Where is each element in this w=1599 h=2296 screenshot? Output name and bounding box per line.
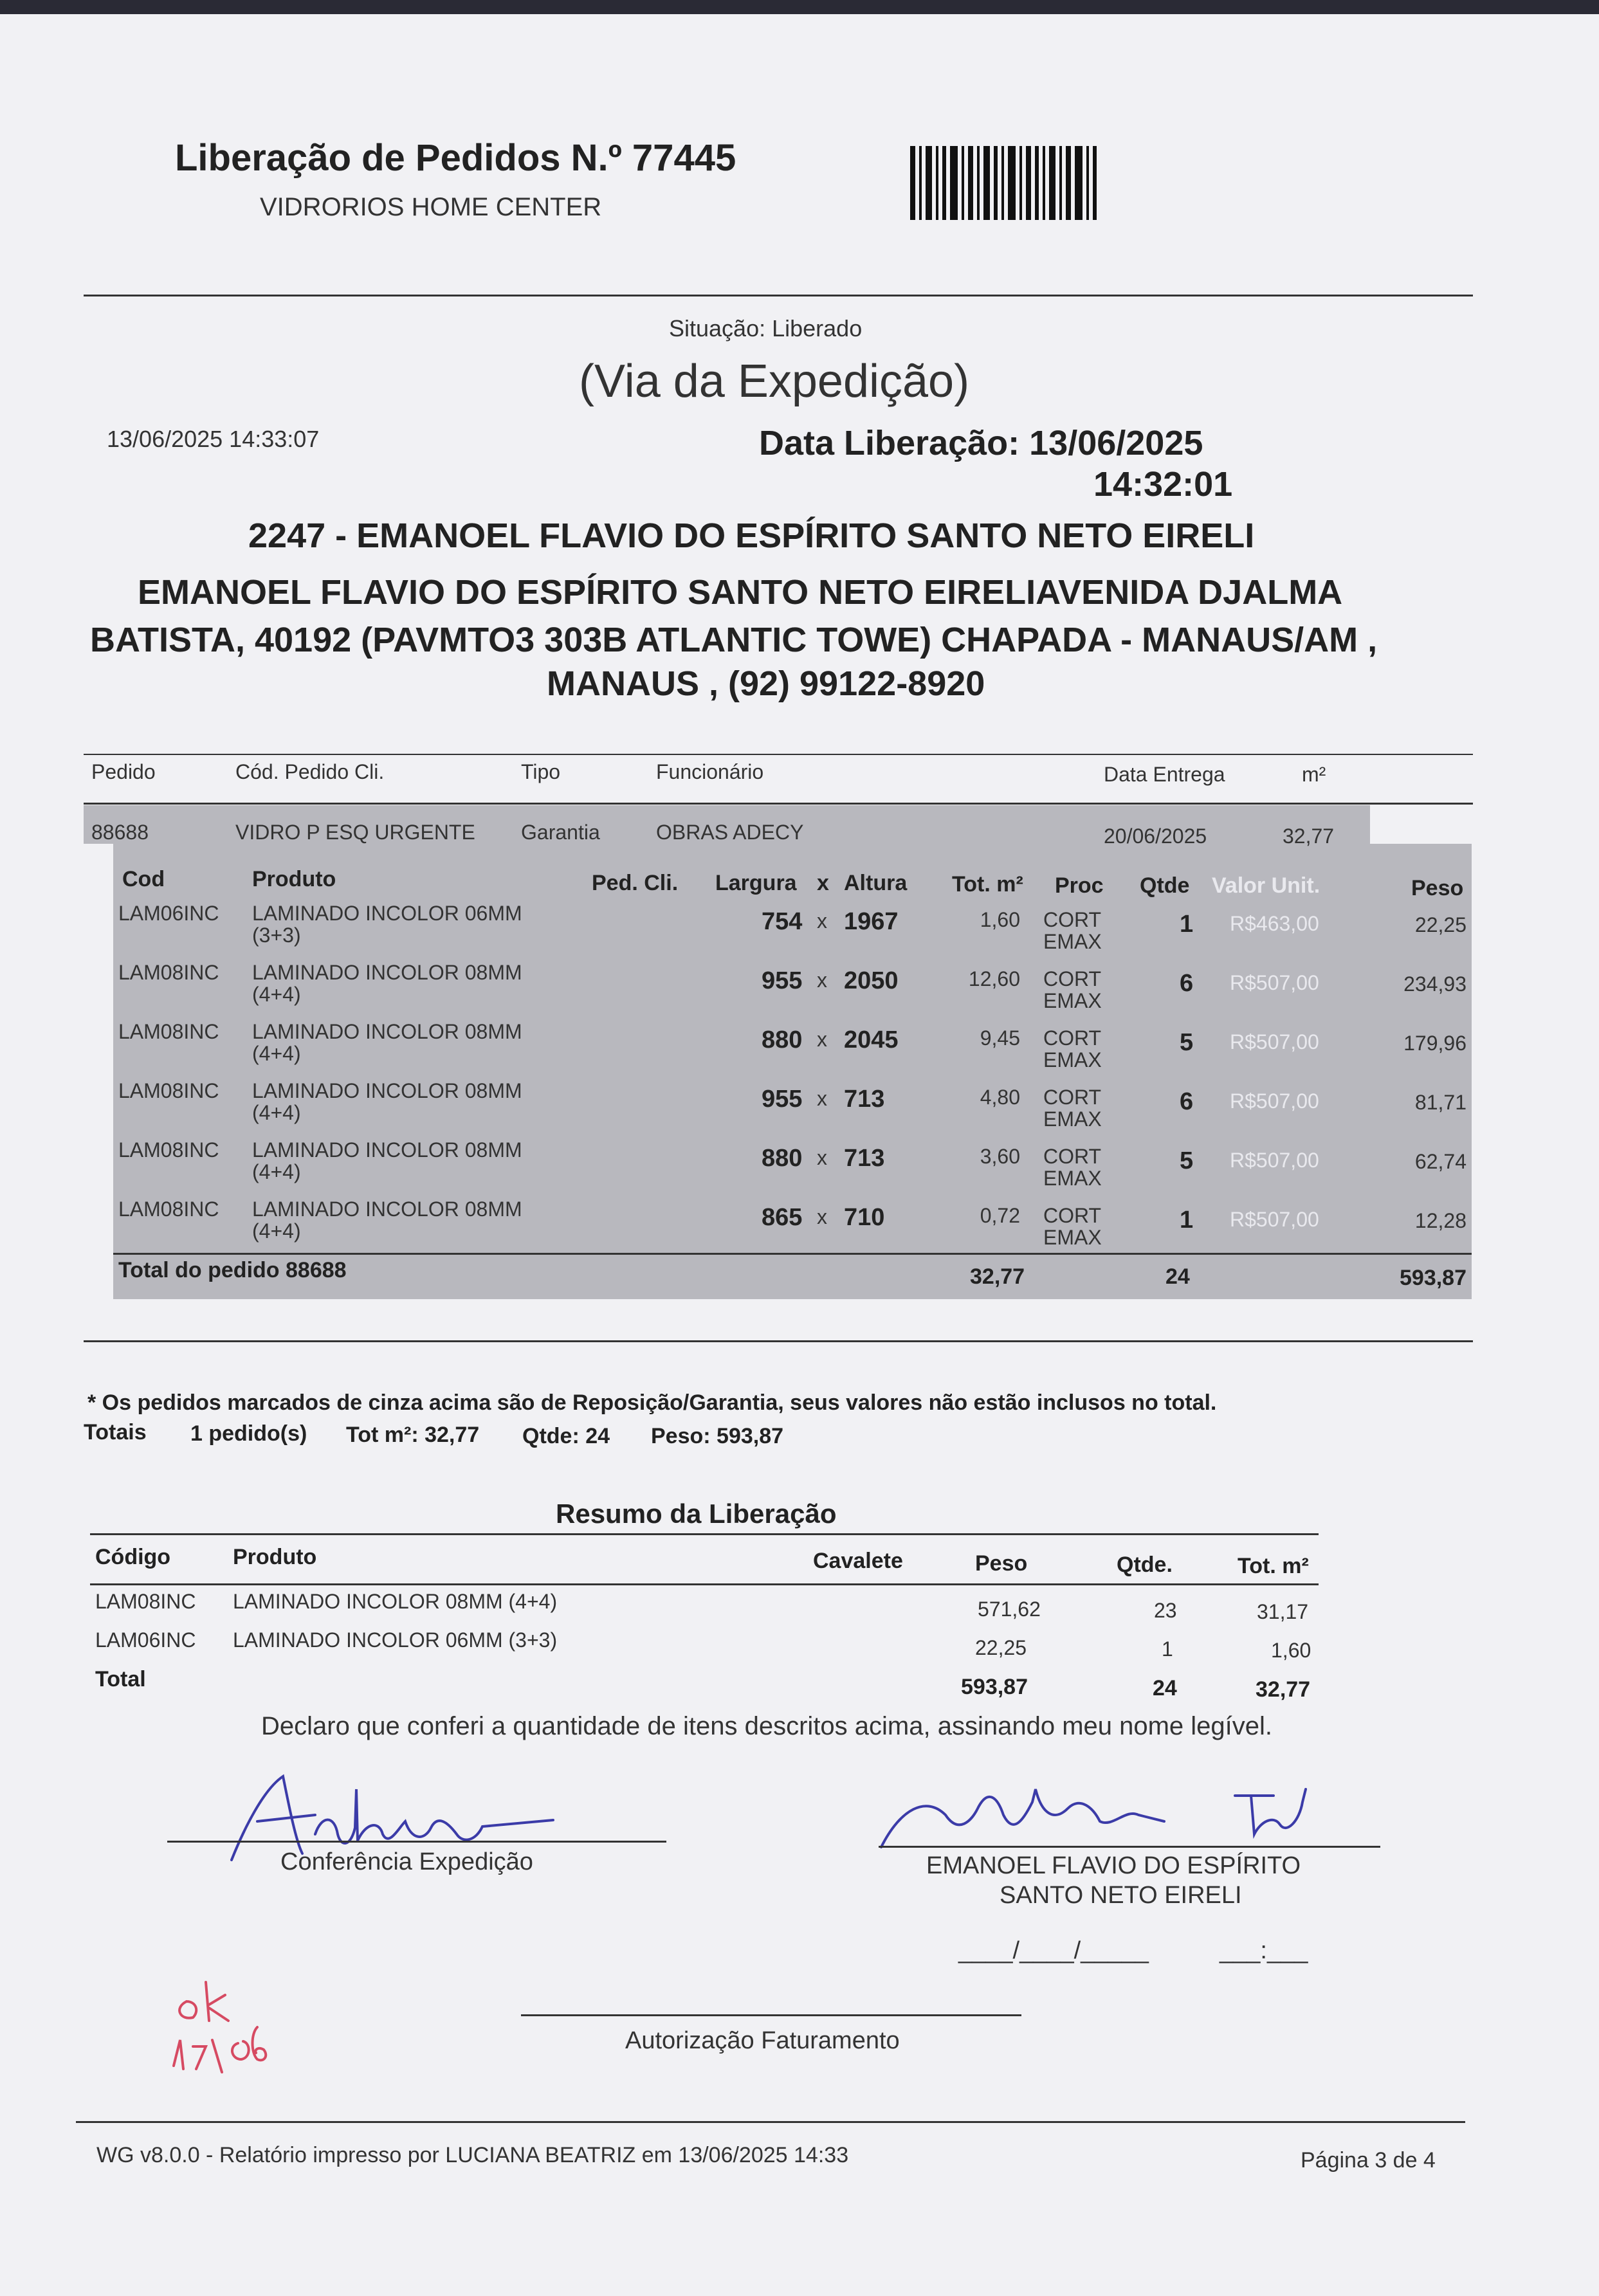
item-altura: 2050	[844, 967, 899, 994]
col-tipo: Tipo	[521, 760, 561, 783]
resumo-row-1-peso: 571,62	[978, 1598, 1041, 1621]
client-address-1: EMANOEL FLAVIO DO ESPÍRITO SANTO NETO EIRELIAVENIDA DJALMA	[138, 573, 1343, 612]
resumo-total-qtde: 24	[1153, 1676, 1177, 1700]
item-peso: 12,28	[1414, 1209, 1467, 1232]
printed-at: 13/06/2025 14:33:07	[107, 426, 320, 452]
item-peso: 22,25	[1414, 913, 1467, 936]
item-valor-unit: R$507,00	[1230, 971, 1319, 994]
item-produto-detail: (4+4)	[252, 983, 301, 1006]
item-largura: 880	[762, 1145, 803, 1172]
item-altura: 713	[844, 1086, 885, 1113]
item-tot-m2: 3,60	[980, 1145, 1020, 1168]
item-proc: CORT	[1043, 1086, 1102, 1109]
item-produto-detail: (4+4)	[252, 1219, 301, 1243]
item-proc: CORT	[1043, 1204, 1102, 1227]
time-blank: ___:___	[1220, 1937, 1308, 1964]
client-name-2: SANTO NETO EIRELI	[1000, 1882, 1242, 1909]
data-liberacao-time: 14:32:01	[1093, 465, 1233, 504]
item-produto: LAMINADO INCOLOR 06MM	[252, 902, 522, 925]
document-title: Liberação de Pedidos N.º 77445	[175, 137, 736, 179]
totais-label: Totais	[84, 1420, 147, 1444]
item-produto-detail: (4+4)	[252, 1160, 301, 1183]
items-col-tot-m2: Tot. m²	[952, 872, 1023, 897]
items-col-peso: Peso	[1411, 876, 1464, 900]
item-tot-m2: 0,72	[980, 1204, 1020, 1227]
signature-line-client	[879, 1846, 1380, 1848]
resumo-row-2-tot-m2: 1,60	[1271, 1639, 1311, 1662]
item-proc-detail: EMAX	[1043, 1107, 1102, 1131]
item-x: x	[817, 969, 827, 992]
order-m2: 32,77	[1283, 825, 1335, 848]
item-peso: 62,74	[1414, 1150, 1467, 1173]
order-pedido: 88688	[91, 821, 149, 844]
item-proc-detail: EMAX	[1043, 1048, 1102, 1071]
item-peso: 234,93	[1403, 972, 1467, 996]
order-table-header-line	[84, 803, 1473, 805]
resumo-col-produto: Produto	[233, 1545, 317, 1569]
item-qtde: 6	[1180, 970, 1194, 997]
handwritten-note-ok	[161, 1956, 289, 2085]
item-qtde: 1	[1180, 911, 1194, 938]
items-col-proc: Proc	[1055, 873, 1104, 898]
resumo-row-1-produto: LAMINADO INCOLOR 08MM (4+4)	[233, 1590, 558, 1613]
item-tot-m2: 4,80	[980, 1086, 1020, 1109]
via-expedicao: (Via da Expedição)	[579, 356, 970, 407]
items-col-ped-cli: Ped. Cli.	[592, 871, 679, 895]
item-tot-m2: 9,45	[980, 1026, 1020, 1050]
item-x: x	[817, 1146, 827, 1169]
item-valor-unit: R$507,00	[1230, 1089, 1319, 1113]
resumo-total-tot-m2: 32,77	[1256, 1677, 1311, 1702]
item-produto-detail: (4+4)	[252, 1042, 301, 1065]
item-altura: 2045	[844, 1026, 899, 1053]
item-produto-detail: (3+3)	[252, 924, 301, 947]
items-col-cod: Cod	[122, 867, 165, 891]
item-produto: LAMINADO INCOLOR 08MM	[252, 1138, 522, 1162]
item-proc-detail: EMAX	[1043, 1167, 1102, 1190]
item-produto-detail: (4+4)	[252, 1101, 301, 1124]
item-largura: 865	[762, 1204, 803, 1231]
item-qtde: 6	[1180, 1088, 1194, 1115]
signature-line-autorizacao	[521, 2014, 1021, 2016]
client-address-3: MANAUS , (92) 99122-8920	[547, 664, 985, 703]
col-data-entrega: Data Entrega	[1104, 763, 1225, 786]
item-tot-m2: 1,60	[980, 908, 1020, 931]
client-address-2: BATISTA, 40192 (PAVMTO3 303B ATLANTIC TOWE) CHAPADA - MANAUS/AM ,	[90, 621, 1378, 659]
item-x: x	[817, 909, 827, 933]
totais-peso: Peso: 593,87	[651, 1424, 784, 1448]
conferencia-label: Conferência Expedição	[280, 1848, 533, 1875]
item-cod: LAM08INC	[118, 1138, 219, 1162]
order-total-m2: 32,77	[970, 1264, 1025, 1289]
item-valor-unit: R$507,00	[1230, 1030, 1319, 1053]
order-funcionario: OBRAS ADECY	[656, 821, 804, 844]
resumo-col-peso: Peso	[975, 1551, 1028, 1576]
data-liberacao: Data Liberação: 13/06/2025	[759, 424, 1203, 462]
resumo-top-line	[90, 1533, 1319, 1535]
order-cod-pedido-cli: VIDRO P ESQ URGENTE	[235, 821, 475, 844]
item-produto: LAMINADO INCOLOR 08MM	[252, 1079, 522, 1102]
resumo-row-2-qtde: 1	[1162, 1637, 1173, 1661]
item-cod: LAM08INC	[118, 1020, 219, 1043]
item-proc-detail: EMAX	[1043, 989, 1102, 1012]
item-altura: 710	[844, 1204, 885, 1231]
item-proc: CORT	[1043, 1026, 1102, 1050]
item-peso: 179,96	[1403, 1032, 1467, 1055]
item-cod: LAM08INC	[118, 1079, 219, 1102]
resumo-col-tot-m2: Tot. m²	[1238, 1554, 1309, 1578]
col-funcionario: Funcionário	[656, 760, 764, 783]
order-total-label: Total do pedido 88688	[118, 1258, 347, 1282]
resumo-total-peso: 593,87	[961, 1675, 1028, 1699]
resumo-row-1-codigo: LAM08INC	[95, 1590, 196, 1613]
resumo-title: Resumo da Liberação	[556, 1499, 837, 1529]
gray-note: * Os pedidos marcados de cinza acima são de Reposição/Garantia, seus valores não estão inclusos no total.	[87, 1390, 1217, 1415]
section-divider	[84, 1340, 1473, 1342]
document-page	[0, 14, 1599, 2296]
item-largura: 955	[762, 1086, 803, 1113]
item-largura: 880	[762, 1026, 803, 1053]
order-data-entrega: 20/06/2025	[1104, 825, 1207, 848]
footer-right: Página 3 de 4	[1301, 2148, 1436, 2173]
item-proc: CORT	[1043, 967, 1102, 990]
totais-qtde: Qtde: 24	[522, 1424, 610, 1448]
signature-line-conferencia	[167, 1841, 666, 1843]
footer-left: WG v8.0.0 - Relatório impresso por LUCIANA BEATRIZ em 13/06/2025 14:33	[96, 2143, 849, 2167]
item-altura: 1967	[844, 908, 899, 935]
item-tot-m2: 12,60	[968, 967, 1020, 990]
autorizacao-label: Autorização Faturamento	[625, 2027, 900, 2054]
item-x: x	[817, 1087, 827, 1110]
items-col-qtde: Qtde	[1140, 873, 1190, 898]
item-produto: LAMINADO INCOLOR 08MM	[252, 961, 522, 984]
item-qtde: 1	[1180, 1207, 1194, 1234]
items-col-produto: Produto	[252, 867, 336, 891]
declaration: Declaro que conferi a quantidade de itens descritos acima, assinando meu nome legível.	[261, 1712, 1273, 1740]
totais-m2: Tot m²: 32,77	[346, 1423, 480, 1447]
barcode	[910, 146, 1155, 220]
col-pedido: Pedido	[91, 760, 156, 783]
items-col-largura: Largura	[715, 871, 797, 895]
resumo-col-cavalete: Cavalete	[813, 1549, 903, 1573]
items-col-altura: Altura	[844, 871, 908, 895]
item-cod: LAM08INC	[118, 961, 219, 984]
date-blank: ____/____/_____	[958, 1937, 1149, 1964]
resumo-col-codigo: Código	[95, 1545, 171, 1569]
client-line: 2247 - EMANOEL FLAVIO DO ESPÍRITO SANTO NETO EIRELI	[248, 516, 1255, 555]
order-total-qtde: 24	[1165, 1264, 1190, 1289]
item-valor-unit: R$507,00	[1230, 1149, 1319, 1172]
resumo-row-2-codigo: LAM06INC	[95, 1628, 196, 1652]
item-peso: 81,71	[1414, 1091, 1467, 1114]
resumo-header-line	[90, 1583, 1319, 1585]
resumo-row-2-peso: 22,25	[975, 1636, 1027, 1659]
item-largura: 754	[762, 908, 803, 935]
item-cod: LAM06INC	[118, 902, 219, 925]
col-m2: m²	[1302, 763, 1326, 786]
item-qtde: 5	[1180, 1147, 1194, 1174]
item-cod: LAM08INC	[118, 1198, 219, 1221]
client-name-1: EMANOEL FLAVIO DO ESPÍRITO	[926, 1852, 1301, 1879]
item-valor-unit: R$463,00	[1230, 912, 1319, 935]
company-name: VIDRORIOS HOME CENTER	[260, 193, 602, 221]
footer-line	[76, 2121, 1465, 2123]
col-cod-pedido-cli: Cód. Pedido Cli.	[235, 760, 385, 783]
resumo-col-qtde: Qtde.	[1117, 1553, 1173, 1577]
item-qtde: 5	[1180, 1029, 1194, 1056]
order-total-line	[113, 1253, 1472, 1255]
items-col-valor-unit: Valor Unit.	[1212, 873, 1320, 898]
item-x: x	[817, 1205, 827, 1228]
item-altura: 713	[844, 1145, 885, 1172]
item-largura: 955	[762, 967, 803, 994]
situacao: Situação: Liberado	[669, 315, 863, 342]
resumo-total-label: Total	[95, 1667, 146, 1691]
item-proc-detail: EMAX	[1043, 1226, 1102, 1249]
items-col-x: x	[817, 871, 829, 895]
item-x: x	[817, 1028, 827, 1051]
item-proc: CORT	[1043, 1145, 1102, 1168]
order-table-top-line	[84, 754, 1473, 755]
order-total-peso: 593,87	[1400, 1266, 1467, 1290]
header-divider	[84, 295, 1473, 296]
resumo-row-1-tot-m2: 31,17	[1257, 1600, 1309, 1623]
item-produto: LAMINADO INCOLOR 08MM	[252, 1198, 522, 1221]
item-proc-detail: EMAX	[1043, 930, 1102, 953]
resumo-row-1-qtde: 23	[1154, 1599, 1177, 1622]
item-proc: CORT	[1043, 908, 1102, 931]
order-tipo: Garantia	[521, 821, 600, 844]
totais-pedidos: 1 pedido(s)	[190, 1421, 307, 1446]
resumo-row-2-produto: LAMINADO INCOLOR 06MM (3+3)	[233, 1628, 558, 1652]
item-produto: LAMINADO INCOLOR 08MM	[252, 1020, 522, 1043]
item-valor-unit: R$507,00	[1230, 1208, 1319, 1231]
